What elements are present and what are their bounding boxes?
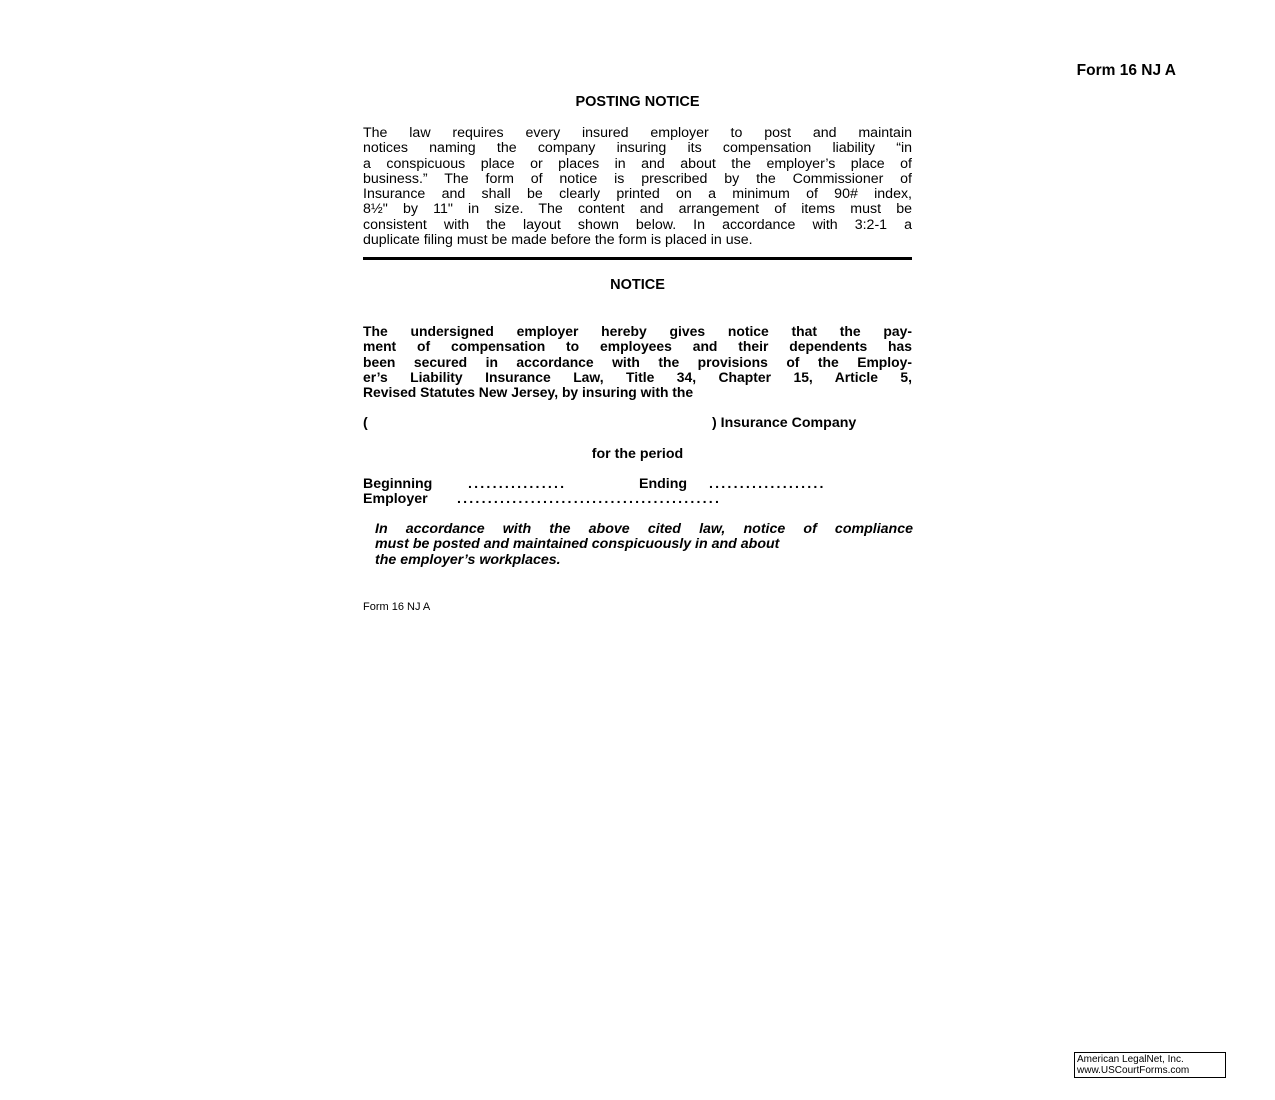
posting-notice-title: POSTING NOTICE <box>575 94 700 110</box>
publisher-stamp <box>1074 1052 1226 1078</box>
body-line: duplicate filing must be made before the form is placed in use. <box>363 231 753 248</box>
open-paren: ( <box>363 415 368 431</box>
ending-label: Ending <box>639 476 688 492</box>
body-line: consistent with the layout shown below. In accordance with 3:2-1 a <box>363 216 912 233</box>
body-line: notices naming the company insuring its compensation liability “in <box>363 140 912 157</box>
body-line: a conspicuous place or places in and about the employer’s place of <box>363 155 912 172</box>
notice-line: ment of compensation to employees and their dependents has <box>363 338 912 355</box>
beginning-field: ................ <box>468 476 567 492</box>
compliance-statement <box>375 522 913 568</box>
publisher-url[interactable]: www.USCourtForms.com <box>1077 1065 1190 1076</box>
employer-field: ........................................... <box>457 491 722 507</box>
compliance-line: must be posted and maintained conspicuously in and about <box>375 536 780 553</box>
body-line: Insurance and shall be clearly printed on a minimum of 90# index, <box>363 186 912 202</box>
notice-body <box>363 324 912 400</box>
body-line: business.” The form of notice is prescribed by the Commissioner of <box>363 170 912 187</box>
compliance-line: In accordance with the above cited law, notice of compliance <box>375 521 913 537</box>
form-id-footer: Form 16 NJ A <box>363 601 431 613</box>
notice-line: The undersigned employer hereby gives notice that the pay- <box>363 323 912 339</box>
divider-rule <box>363 257 912 260</box>
ending-field: ................... <box>709 476 826 492</box>
employer-label: Employer <box>363 491 428 507</box>
compliance-line: the employer’s workplaces. <box>375 551 561 568</box>
notice-line: been secured in accordance with the provisions of the Employ- <box>363 353 912 370</box>
beginning-label: Beginning <box>363 476 433 492</box>
body-line: 8½" by 11" in size. The content and arrangement of items must be <box>363 201 912 218</box>
posting-notice-body <box>363 126 912 248</box>
publisher-name: American LegalNet, Inc. <box>1077 1054 1184 1065</box>
notice-line: Revised Statutes New Jersey, by insuring with the <box>363 384 694 400</box>
form-id-header: Form 16 NJ A <box>1076 62 1176 79</box>
insurance-company-field: ) Insurance Company <box>712 415 857 431</box>
notice-line: er’s Liability Insurance Law, Title 34, Chapter 15, Article 5, <box>363 368 912 385</box>
for-the-period: for the period <box>591 446 684 462</box>
body-line: The law requires every insured employer to post and maintain <box>363 125 912 141</box>
notice-title: NOTICE <box>610 277 665 293</box>
